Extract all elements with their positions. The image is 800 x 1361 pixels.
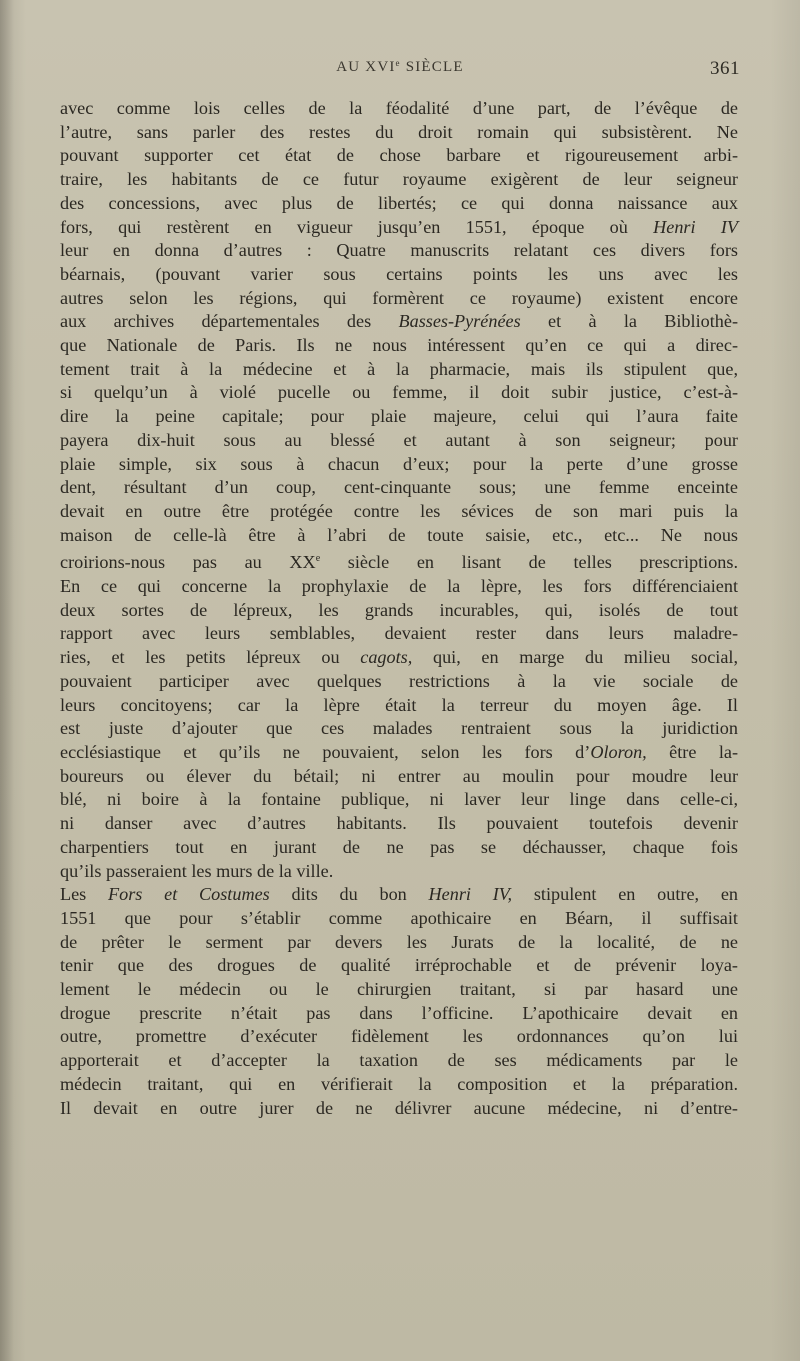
text-line: Il devait en outre jurer de ne délivrer aucune médecine, ni d’entre- [60,1097,738,1118]
page-header [60,58,740,82]
text-line: charpentiers tout en jurant de ne pas se déchausser, chaque fois [60,836,738,857]
body-text [60,97,738,1120]
text-line: qu’ils passeraient les murs de la ville. [60,860,334,881]
text-line [60,547,738,575]
text-line [60,310,738,334]
text-fragment: ecclésiastique et qu’ils ne pouvaient, selon les fors d’ [60,741,591,762]
running-title-tail: SIÈCLE [400,59,464,75]
text-line [60,646,738,670]
text-fragment: aux archives départementales des [60,311,399,332]
text-line: si quelqu’un à violé pucelle ou femme, il doit subir justice, c’est-à- [60,382,738,403]
text-line: leur en donna d’autres : Quatre manuscrits relatant ces divers fors [60,240,738,261]
text-line: médecin traitant, qui en vérifierait la composition et la préparation. [60,1073,738,1094]
text-fragment: Les [60,884,109,905]
italic-title: Fors et Costumes [108,884,270,905]
text-line: béarnais, (pouvant varier sous certains points les uns avec les [60,263,738,284]
italic-name: Henri IV [653,216,738,237]
text-line: autres selon les régions, qui formèrent ce royaume) existent encore [60,287,738,308]
text-line [60,741,738,765]
text-line: avec comme lois celles de la féodalité d’une part, de l’évêque de [60,98,738,118]
text-line [60,216,738,240]
text-fragment: croirions-nous pas au XX [60,552,316,573]
text-line: des concessions, avec plus de libertés; ce qui donna naissance aux [60,192,738,213]
text-line: 1551 que pour s’établir comme apothicaire en Béarn, il suffisait [60,907,738,928]
text-line: lement le médecin ou le chirurgien traitant, si par hasard une [60,979,738,1000]
text-fragment: être la- [646,741,738,762]
page-number: 361 [710,58,740,79]
text-line [60,883,738,907]
text-line: rapport avec leurs semblables, devaient rester dans leurs maladre- [60,623,738,644]
text-line: boureurs ou élever du bétail; ni entrer au moulin pour moudre leur [60,765,738,786]
text-fragment: fors, qui restèrent en vigueur jusqu’en 1551, époque où [60,216,654,237]
text-line: l’autre, sans parler des restes du droit romain qui subsistèrent. Ne [60,121,738,142]
text-line: payera dix-huit sous au blessé et autant à son seigneur; pour [60,429,738,450]
text-fragment: et à la Bibliothè- [520,311,738,332]
text-line: que Nationale de Paris. Ils ne nous intéressent qu’en ce qui a direc- [60,335,738,356]
text-line: plaie simple, six sous à chacun d’eux; pour la perte d’une grosse [60,453,738,474]
text-line: de prêter le serment par devers les Jurats de la localité, de ne [60,931,738,952]
italic-place-name: Oloron, [590,741,647,762]
text-line: pouvaient participer avec quelques restrictions à la vie sociale de [60,670,738,691]
text-line: drogue prescrite n’était pas dans l’officine. L’apothicaire devait en [60,1002,738,1023]
text-line: outre, promettre d’exécuter fidèlement les ordonnances qu’on lui [60,1026,738,1047]
text-line: tement trait à la médecine et à la pharmacie, mais ils stipulent que, [60,358,738,379]
superscript: e [315,553,321,565]
running-title-text: AU XVI [336,59,396,75]
text-line: blé, ni boire à la fontaine publique, ni laver leur linge dans celle-ci, [60,789,738,810]
italic-name: Henri IV, [428,884,513,905]
text-line: apporterait et d’accepter la taxation de ses médicaments par le [60,1050,738,1071]
italic-term: cagots, [360,647,413,668]
page-binding-shadow [0,0,14,1361]
text-line: maison de celle-là être à l’abri de toute saisie, etc., etc... Ne nous [60,524,738,545]
text-line: devait en outre être protégée contre les sévices de son mari puis la [60,500,738,521]
text-line: traire, les habitants de ce futur royaume exigèrent de leur seigneur [60,169,738,190]
text-fragment: stipulent en outre, en [512,884,738,905]
text-line: dire la peine capitale; pour plaie majeure, celui qui l’aura faite [60,406,738,427]
running-title [60,58,740,76]
text-line: est juste d’ajouter que ces malades rentraient sous la juridiction [60,718,738,739]
text-fragment: qui, en marge du milieu social, [412,647,739,668]
text-line: En ce qui concerne la prophylaxie de la lèpre, les fors différenciaient [60,576,738,597]
text-fragment: ries, et les petits lépreux ou [60,647,361,668]
text-fragment: siècle en lisant de telles prescriptions. [320,552,739,573]
text-line: dent, résultant d’un coup, cent-cinquante sous; une femme enceinte [60,477,738,498]
text-line: deux sortes de lépreux, les grands incurables, qui, isolés de tout [60,599,738,620]
text-line: pouvant supporter cet état de chose barbare et rigoureusement arbi- [60,145,738,166]
text-line: ni danser avec d’autres habitants. Ils pouvaient toutefois devenir [60,813,738,834]
text-fragment: dits du bon [269,884,429,905]
text-line: tenir que des drogues de qualité irréprochable et de prévenir loya- [60,955,738,976]
italic-place-name: Basses-Pyrénées [398,311,521,332]
running-title-superscript: e [395,58,401,68]
text-line: leurs concitoyens; car la lèpre était la terreur du moyen âge. Il [60,694,738,715]
